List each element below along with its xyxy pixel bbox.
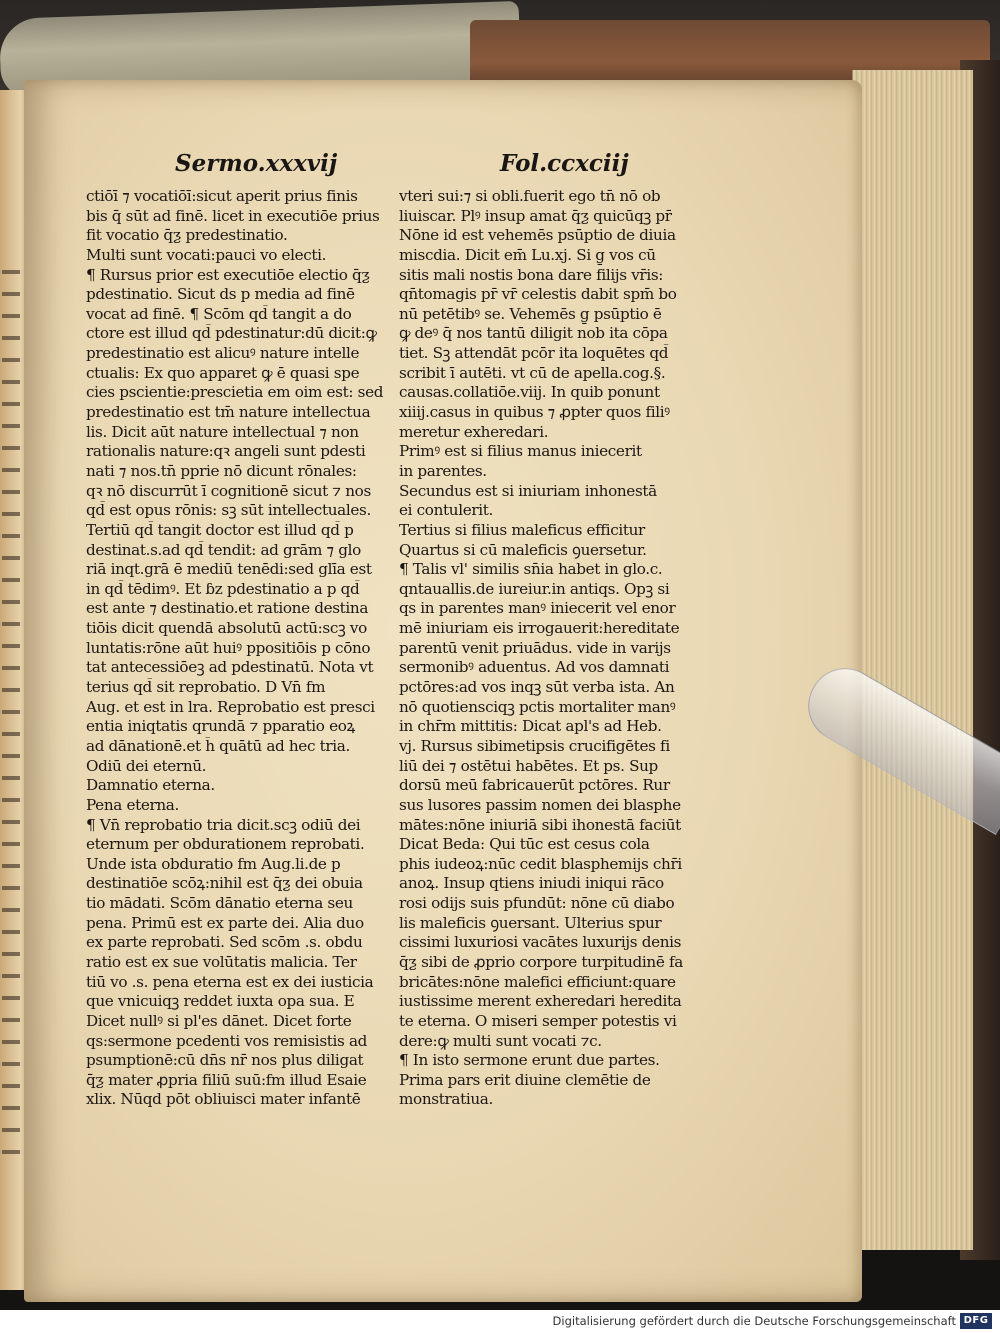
text-line: mātes:nōne iniuriā sibi ihonestā faciūt (399, 815, 681, 834)
text-line: ¶ Vn̄ reprobatio tria dicit.scꝫ odiū dei (86, 815, 361, 834)
text-line: tiōis dicit quendā absolutū actū:scꝫ vo (86, 619, 367, 638)
text-line: bis q̄ sūt ad finē. licet in executiōe prius (86, 206, 380, 225)
text-line: nati ⁊ nos.tn̄ pprie nō dicunt rōnales: (86, 461, 357, 480)
text-line: te eterna. O miseri semper potestis vi (399, 1011, 677, 1030)
text-line: scribit ī autēti. vt cū de apella.cog.§. (399, 363, 666, 382)
text-line: nō quotiensciqꝫ pctis mortaliter manꝰ (399, 697, 676, 716)
text-line: q̄ƺ mater ꝓpria filiū suū:fm illud Esaie (86, 1070, 367, 1089)
text-line: psumptionē:cū dn̄s nr̄ nos plus diligat (86, 1051, 364, 1070)
text-line: nū petētibꝰ se. Vehemēs g̱ psūptio ē (399, 304, 662, 323)
text-line: destinatiōe scōꝝ:nihil est q̄ƺ dei obuia (86, 874, 363, 893)
text-line: cies pscientie:prescietia em oim est: sed (86, 383, 384, 402)
text-line: Multi sunt vocati:pauci vo electi. (86, 245, 327, 264)
text-line: Primꝰ est si filius manus iniecerit (399, 442, 642, 461)
text-line: monstratiua. (399, 1090, 493, 1109)
text-line: Damnatio eterna. (86, 776, 215, 795)
text-line: tiū vo .s. pena eterna est ex dei iusticia (86, 972, 374, 991)
text-line: dorsū meū fabricauerūt pctōres. Rur (399, 776, 670, 795)
text-line: vteri sui:⁊ si obli.fuerit ego tn̄ nō ob (399, 187, 661, 205)
text-line: sitis mali nostis bona dare filijs vr̄is: (399, 265, 664, 284)
text-line: Unde ista obduratio fm Aug.li.de p (86, 854, 341, 873)
text-line: in qd̄ tēdimꝰ. Et ɓz pdestinatio a p qd̄ (86, 579, 360, 598)
text-line: ctore est illud qd̄ pdestinatur:dū dicit:ꝙ (86, 324, 377, 343)
text-column-left (86, 187, 404, 1110)
text-line: phis iudeoꝝ:nūc cedit blasphemijs chr̄i (399, 854, 682, 873)
text-line: qs in parentes manꝰ iniecerit vel enor (399, 599, 676, 618)
text-line: lis maleficis ꝯuersant. Ulterius spur (399, 913, 662, 932)
text-line: miscdia. Dicit em̄ Lu.xj. Si g̱ vos cū (399, 245, 656, 264)
text-line: predestinatio est tm̄ nature intellectua (86, 403, 371, 422)
text-line: predestinatio est alicuꝰ nature intelle (86, 344, 360, 363)
text-line: Aug. et est in lra. Reprobatio est presci (86, 697, 375, 716)
funding-credit: Digitalisierung gefördert durch die Deutsche Forschungsgemeinschaft (552, 1314, 956, 1328)
text-line: Pena eterna. (86, 795, 179, 814)
text-line: riā inqt.grā ē mediū tenēdi:sed glīa est (86, 560, 372, 579)
text-line: est ante ⁊ destinatio.et ratione destina (86, 599, 369, 618)
text-line: Prima pars erit diuine clemētie de (399, 1070, 651, 1089)
text-line: tat antecessiōeꝫ ad pdestinatū. Nota vt (86, 658, 374, 677)
text-line: qntauallis.de iureiur.in antiqs. Opꝫ si (399, 579, 670, 598)
text-line: in chr̄m mittitis: Dicat apl's ad Heb. (399, 717, 662, 736)
text-line: entia iniqtatis qrundā ⁊ pparatio eoꝝ (86, 717, 355, 736)
text-line: Nōne id est vehemēs psūptio de diuia (399, 226, 676, 245)
text-line: ¶ Rursus prior est executiōe electio q̄ƺ (86, 265, 370, 284)
text-line: qꝛ nō discurrūt ī cognitionē sicut ⁊ nos (86, 481, 371, 500)
text-line: terius qd̄ sit reprobatio. D Vn̄ fm (86, 678, 326, 697)
text-line: iustissime merent exheredari heredita (399, 992, 682, 1011)
text-line: rosi odijs suis pfundūt: nōne cū diabo (399, 894, 675, 913)
text-line: ratio est ex sue volūtatis malicia. Ter (86, 952, 357, 971)
text-line: ¶ Talis vl' similis sn̄ia habet in glo.c. (399, 560, 663, 579)
text-line: sus lusores passim nomen dei blasphe (399, 795, 681, 814)
text-line: qs:sermone pcedenti vos remisistis ad (86, 1031, 368, 1050)
text-line: vj. Rursus sibimetipsis crucifigētes fi (399, 736, 670, 755)
text-line: Tertius si filius maleficus efficitur (399, 520, 645, 539)
text-line: Dicet nullꝰ si pl'es dānet. Dicet forte (86, 1011, 352, 1030)
text-line: eternum per obdurationem reprobati. (86, 835, 365, 854)
running-head: Sermo.xxxvij (175, 150, 338, 177)
text-line: ei contulerit. (399, 501, 493, 520)
text-line: Quartus si cū maleficis ꝯuersetur. (399, 540, 647, 559)
text-line: ctiōī ⁊ vocatiōī:sicut aperit prius finis (86, 187, 358, 205)
text-line: ctualis: Ex quo apparet ꝙ ē quasi spe (86, 363, 360, 382)
text-line: vocat ad finē. ¶ Scōm qd̄ tangit a do (86, 304, 352, 323)
text-line: meretur exheredari. (399, 422, 549, 441)
text-line: fit vocatio q̄ƺ predestinatio. (86, 226, 288, 245)
text-line: luntatis:rōne aūt huiꝰ ppositiōis p cōno (86, 638, 371, 657)
text-line: in parentes. (399, 461, 487, 480)
text-line: ex parte reprobati. Sed scōm .s. obdu (86, 933, 363, 952)
text-line: tiet. Sꝫ attendāt pcōr ita loquētes qd̄ (399, 344, 669, 363)
text-line: liuiscar. Plꝰ insup amat q̄ƺ quicūqꝫ pr̄ (399, 206, 672, 225)
text-line: destinat.s.ad qd̄ tendit: ad grām ⁊ glo (86, 540, 361, 559)
text-line: mē iniuriam eis irrogauerit:hereditate (399, 619, 680, 638)
text-line: pena. Primū est ex parte dei. Alia duo (86, 913, 364, 932)
text-line: qn̄tomagis pr̄ vr̄ celestis dabit spm̄ bo (399, 285, 677, 304)
text-line: Secundus est si iniuriam inhonestā (399, 481, 657, 500)
text-column-right (399, 187, 717, 1110)
text-line: Odiū dei eternū. (86, 756, 207, 775)
book-fore-edge (852, 70, 973, 1250)
text-line: q̄ƺ sibi de ꝓprio corpore turpitudinē fa (399, 952, 683, 971)
text-line: Tertiū qd̄ tangit doctor est illud qd̄ p (86, 520, 354, 539)
text-line: tio mādati. Scōm dānatio eterna seu (86, 894, 353, 913)
text-line: xlix. Nūqd pōt obliuisci mater infantē (86, 1090, 361, 1109)
text-line: Dicat Beda: Qui tūc est cesus cola (399, 835, 650, 854)
text-line: rationalis nature:qꝛ angeli sunt pdesti (86, 442, 366, 461)
text-line: anoꝝ. Insup qtiens iniudi iniqui rāco (399, 874, 664, 893)
text-line: ¶ In isto sermone erunt due partes. (399, 1051, 660, 1070)
text-line: ꝙ deꝰ q̄ nos tantū diligit nob ita cōpa (399, 324, 668, 343)
text-line: lis. Dicit aūt nature intellectual ⁊ non (86, 422, 359, 441)
footer-bar (0, 1310, 1000, 1333)
text-line: parentū venit priuādus. vide in varijs (399, 638, 671, 657)
text-line: que vnicuiqꝫ reddet iuxta opa sua. E (86, 992, 355, 1011)
left-page-text-fragment (2, 270, 20, 1170)
text-line: qd̄ est opus rōnis: sꝫ sūt intellectuales. (86, 501, 371, 520)
text-line: cissimi luxuriosi vacātes luxurijs denis (399, 933, 682, 952)
text-line: ad dānationē.et h̄ quātū ad hec tria. (86, 736, 350, 755)
text-line: dere:ꝙ multi sunt vocati ⁊c. (399, 1031, 602, 1050)
text-line: causas.collatiōe.viij. In quib ponunt (399, 383, 660, 402)
text-line: liū dei ⁊ ostētui habētes. Et ps. Sup (399, 756, 658, 775)
text-line: sermonibꝰ aduentus. Ad vos damnati (399, 658, 670, 677)
text-line: pctōres:ad vos inqꝫ sūt verba ista. An (399, 678, 675, 697)
dfg-logo: DFG (960, 1313, 992, 1329)
text-line: xiiij.casus in quibus ⁊ ꝓpter quos filiꝰ (399, 403, 670, 422)
folio-number: Fol.ccxciij (500, 150, 629, 177)
text-line: pdestinatio. Sicut ds p media ad finē (86, 285, 355, 304)
text-line: bricātes:nōne malefici efficiunt:quare (399, 972, 676, 991)
